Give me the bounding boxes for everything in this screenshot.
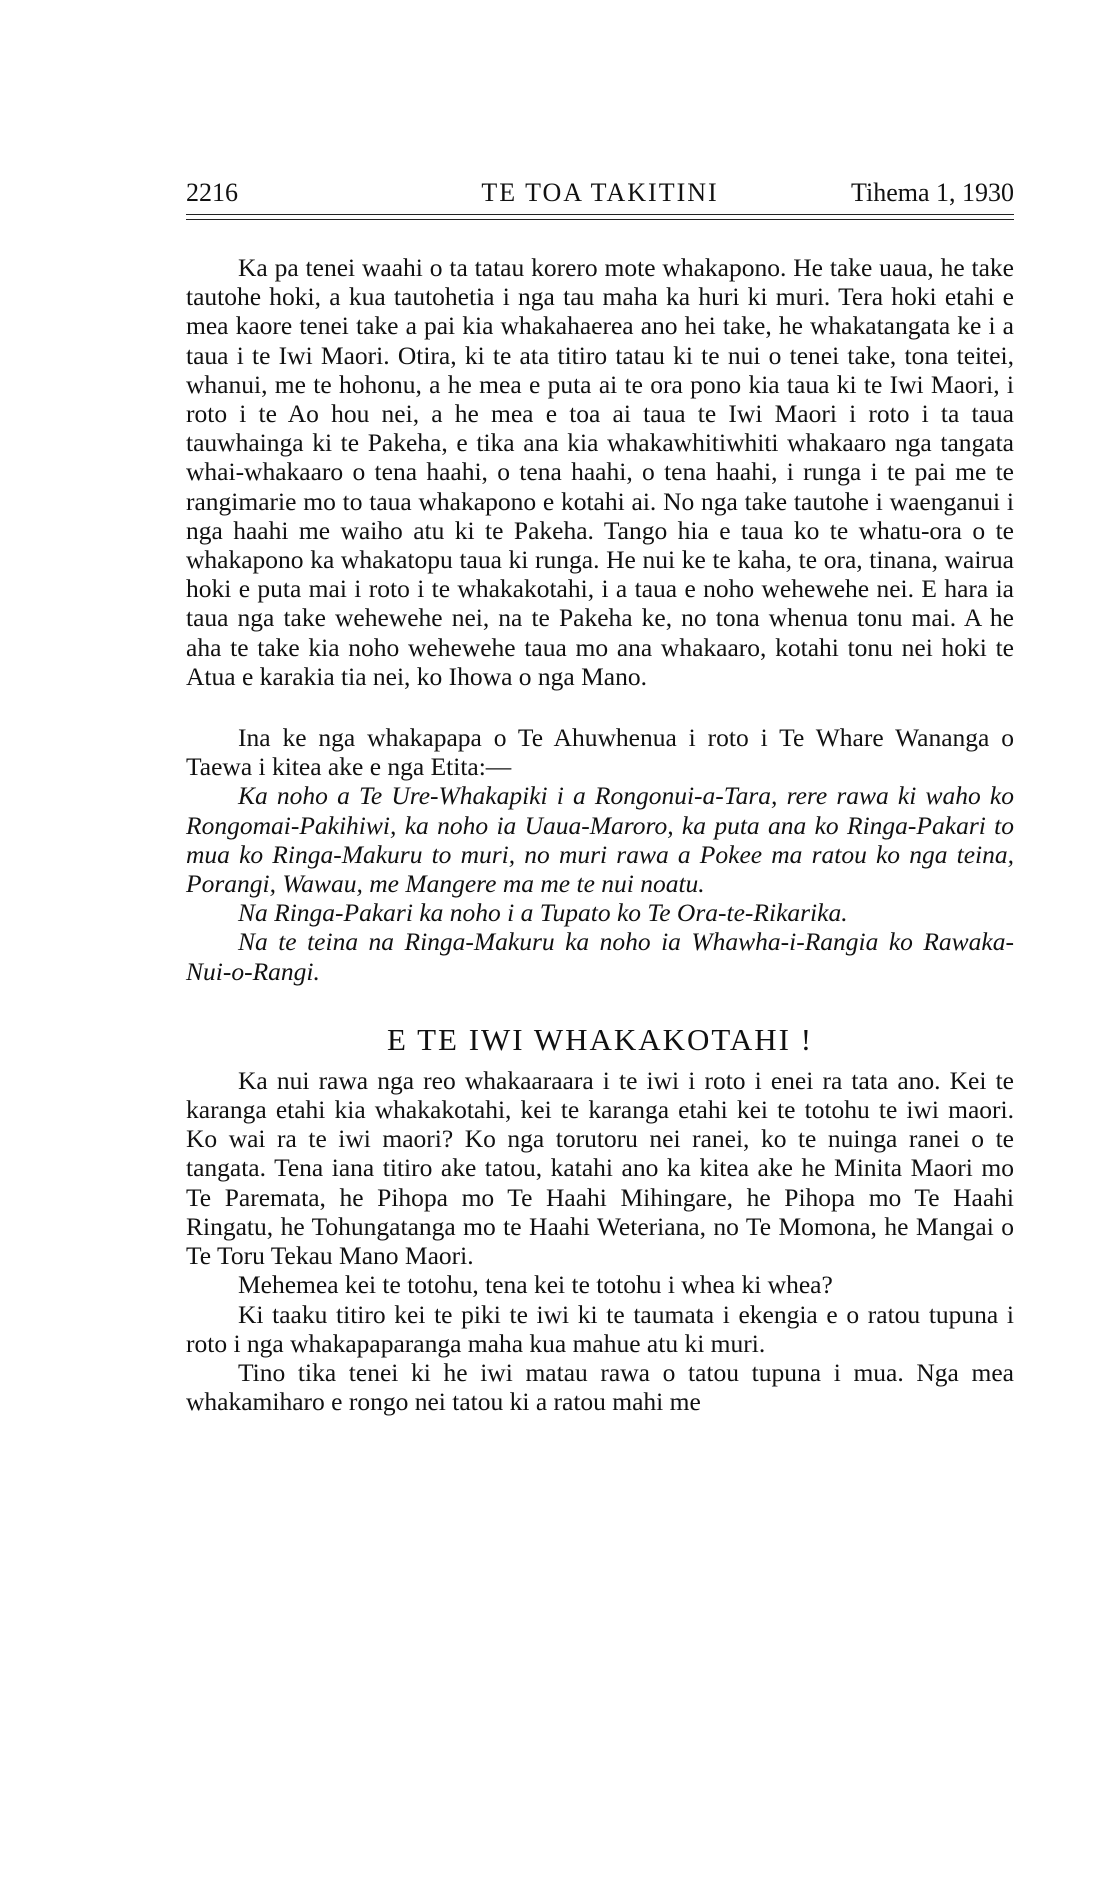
article-body <box>186 253 1014 1416</box>
paragraph-genealogy-2: Na Ringa-Pakari ka noho i a Tupato ko Te Ora-te-Rikarika. <box>238 898 848 928</box>
paragraph-ancestors: Tino tika tenei ki he iwi matau rawa o tatou tupuna i mua. Nga mea whakamiharo e rongo nei tatou ki a ratou mahi me <box>186 1357 1014 1417</box>
header-rule-top <box>186 214 1014 215</box>
paragraph-genealogy-1: Ka noho a Te Ure-Whakapiki i a Rongonui-a-Tara, rere rawa ki waho ko Rongomai-Pakihiwi, ka noho ia Uaua-Maroro, ka puta ana ko Ringa-Pakari to mua ko Ringa-Makuru to muri, no muri rawa a Pokee ma ratou ko nga teina, Porangi, Wawau, me Mangere ma me te nui noatu. <box>186 781 1014 899</box>
paragraph-faith: Ka pa tenei waahi o ta tatau korero mote whakapono. He take uaua, he take tautohe hoki, a kua tautohetia i nga tau maha ka huri ki muri. Tera hoki etahi e mea kaore tenei take a pai kia whakahaerea ano hei take, he whakatangata ke i a taua i te Iwi Maori. Otira, ki te ata titiro tatau ki te nui o tenei take, tona teitei, whanui, me te hohonu, a he mea e puta ai te ora pono kia taua ki te Iwi Maori, i roto i te Ao hou nei, a he mea e toa ai taua te Iwi Maori i roto i ta taua tauwhainga ki te Pakeha, e tika ana kia whakawhitiwhiti whakaaro nga tangata whai-whakaaro o tena haahi, o tena haahi, o tena haahi, i runga i te pai me te rangimarie mo to taua whakapono e kotahi ai. No nga take tautohe i waenganui i nga haahi me waiho atu ki te Pakeha. Tango hia e taua ko te whatu-ora o te whakapono ka whakatopu taua ki runga. He nui ke te kaha, te ora, tinana, wairua hoki e puta mai i roto i te whakakotahi, i a taua e noho wehewehe nei. E hara ia taua nga take wehewehe nei, na te Pakeha ke, no tona whenua tonu mai. A he aha te take kia noho wehewehe taua mo ana whakaaro, kotahi tonu nei hoki te Atua e karakia tia nei, ko Ihowa o nga Mano. <box>186 253 1014 691</box>
paragraph-rising: Ki taaku titiro kei te piki te iwi ki te taumata i ekengia e o ratou tupuna i roto i nga whakapaparanga maha kua mahue atu ki muri. <box>186 1299 1014 1358</box>
document-page <box>186 168 1014 1417</box>
issue-date: Tihema 1, 1930 <box>851 178 1014 207</box>
paragraph-genealogy-3: Na te teina na Ringa-Makuru ka noho ia Whawha-i-Rangia ko Rawaka-Nui-o-Rangi. <box>186 927 1014 986</box>
section-heading: E TE IWI WHAKAKOTAHI ! <box>386 1021 814 1057</box>
header-rule-bottom <box>186 219 1014 220</box>
page-number: 2216 <box>186 178 238 207</box>
paragraph-unity: Ka nui rawa nga reo whakaaraara i te iwi i roto i enei ra tata ano. Kei te karanga etahi kia whakakotahi, kei te karanga etahi kei te totohu te iwi maori. Ko wai ra te iwi maori? Ko nga torutoru nei ranei, ko te nuinga ranei o te tangata. Tena iana titiro ake tatou, katahi ano ka kitea ake he Minita Maori mo Te Paremata, he Pihopa mo Te Haahi Mihingare, he Pihopa mo Te Haahi Ringatu, he Tohungatanga mo te Haahi Weteriana, no Te Momona, he Mangai o Te Toru Tekau Mano Maori. <box>186 1065 1014 1271</box>
paragraph-question: Mehemea kei te totohu, tena kei te totohu i whea ki whea? <box>238 1270 833 1300</box>
page-header <box>186 168 1014 208</box>
paragraph-genealogy-intro: Ina ke nga whakapapa o Te Ahuwhenua i roto i Te Whare Wananga o Taewa i kitea ake e nga Etita:— <box>186 723 1014 782</box>
running-title: TE TOA TAKITINI <box>481 178 719 207</box>
